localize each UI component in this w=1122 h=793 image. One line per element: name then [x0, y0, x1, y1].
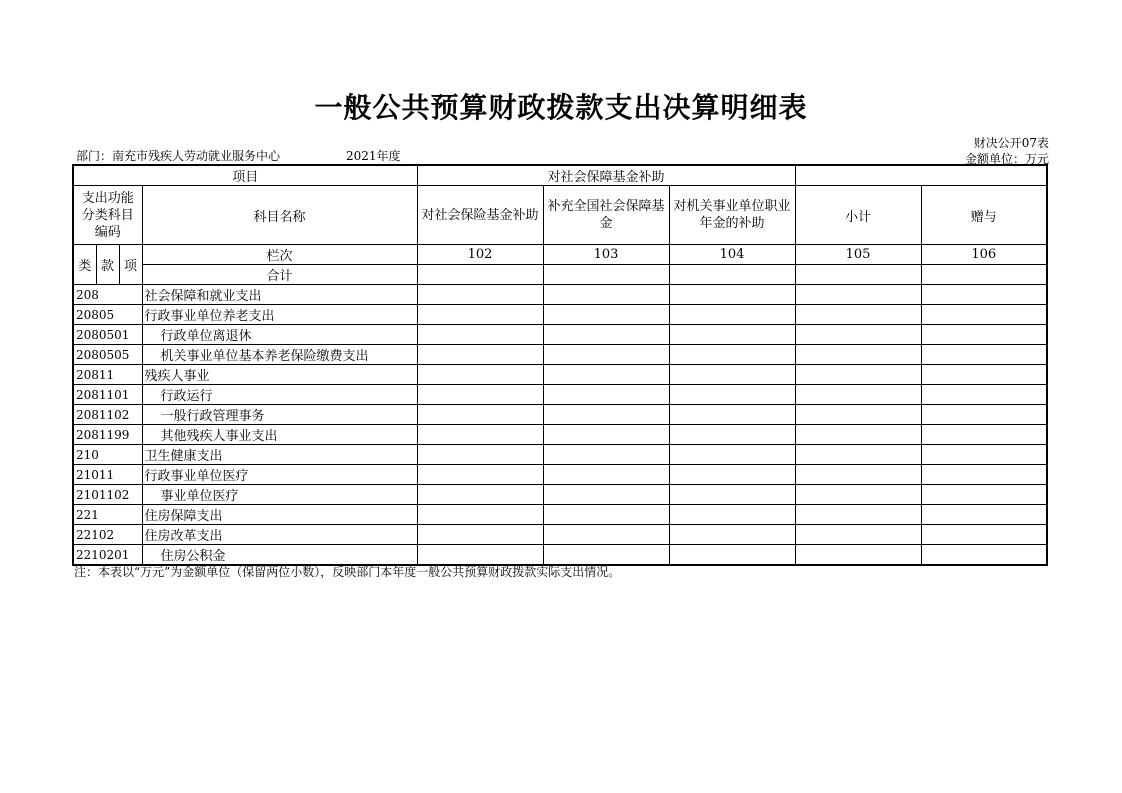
- row-value-cell: [417, 345, 543, 365]
- expenditure-table: [72, 164, 1048, 566]
- page-title: 一般公共预算财政拨款支出决算明细表: [314, 91, 808, 124]
- row-code: 2210201: [73, 545, 142, 566]
- row-value-cell: [417, 485, 543, 505]
- row-code: 221: [73, 505, 142, 525]
- row-value-cell: [543, 545, 669, 566]
- row-value-cell: [417, 445, 543, 465]
- row-value-cell: [669, 425, 795, 445]
- row-value-cell: [795, 465, 921, 485]
- row-subject-name: 残疾人事业: [142, 365, 417, 385]
- row-subject-name: 行政事业单位医疗: [142, 465, 417, 485]
- row-value-cell: [795, 365, 921, 385]
- row-subject-name: 卫生健康支出: [142, 445, 417, 465]
- row-value-cell: [543, 445, 669, 465]
- row-value-cell: [921, 385, 1047, 405]
- row-value-cell: [795, 345, 921, 365]
- row-code: 21011: [73, 465, 142, 485]
- row-value-cell: [669, 545, 795, 566]
- row-value-cell: [669, 405, 795, 425]
- row-value-cell: [669, 305, 795, 325]
- row-value-cell: [669, 505, 795, 525]
- row-value-cell: [543, 505, 669, 525]
- col-num-105: 105: [795, 245, 921, 265]
- row-subject-name: 行政单位离退休: [142, 325, 417, 345]
- row-subject-name: 住房改革支出: [142, 525, 417, 545]
- row-value-cell: [543, 345, 669, 365]
- row-value-cell: [669, 285, 795, 305]
- table-row: [73, 545, 1047, 566]
- col-num-103: 103: [543, 245, 669, 265]
- col-num-104: 104: [669, 245, 795, 265]
- row-code: 2081102: [73, 405, 142, 425]
- row-value-cell: [417, 405, 543, 425]
- header-subject-name: 科目名称: [142, 186, 417, 245]
- row-code: 2101102: [73, 485, 142, 505]
- row-value-cell: [921, 445, 1047, 465]
- row-value-cell: [921, 305, 1047, 325]
- row-value-cell: [417, 545, 543, 566]
- row-value-cell: [921, 285, 1047, 305]
- row-value-cell: [543, 385, 669, 405]
- row-value-cell: [795, 425, 921, 445]
- total-label: 合计: [142, 265, 417, 285]
- row-value-cell: [921, 545, 1047, 566]
- header-lei: 类: [73, 245, 96, 285]
- row-value-cell: [417, 525, 543, 545]
- table-row: [73, 305, 1047, 325]
- row-value-cell: [669, 365, 795, 385]
- row-value-cell: [669, 485, 795, 505]
- row-value-cell: [669, 325, 795, 345]
- row-value-cell: [543, 325, 669, 345]
- row-value-cell: [417, 425, 543, 445]
- table-row: [73, 525, 1047, 545]
- table-row: [73, 425, 1047, 445]
- form-id: 财决公开07表: [973, 136, 1049, 150]
- row-value-cell: [669, 385, 795, 405]
- row-code: 2081199: [73, 425, 142, 445]
- row-value-cell: [669, 445, 795, 465]
- row-value-cell: [417, 305, 543, 325]
- row-value-cell: [795, 445, 921, 465]
- row-value-cell: [795, 545, 921, 566]
- row-subject-name: 一般行政管理事务: [142, 405, 417, 425]
- row-value-cell: [417, 325, 543, 345]
- col-num-106: 106: [921, 245, 1047, 265]
- row-value-cell: [669, 345, 795, 365]
- row-value-cell: [795, 385, 921, 405]
- row-value-cell: [543, 525, 669, 545]
- row-value-cell: [921, 525, 1047, 545]
- header-col-104: 对机关事业单位职业年金的补助: [669, 186, 795, 245]
- row-value-cell: [795, 485, 921, 505]
- row-value-cell: [921, 345, 1047, 365]
- table-row: [73, 365, 1047, 385]
- row-value-cell: [417, 285, 543, 305]
- row-value-cell: [795, 525, 921, 545]
- header-col-105: 小计: [795, 186, 921, 245]
- row-code: 2080505: [73, 345, 142, 365]
- row-value-cell: [543, 365, 669, 385]
- row-value-cell: [795, 505, 921, 525]
- row-value-cell: [921, 425, 1047, 445]
- header-item: 项目: [73, 165, 417, 186]
- row-value-cell: [921, 485, 1047, 505]
- row-value-cell: [669, 465, 795, 485]
- row-subject-name: 其他残疾人事业支出: [142, 425, 417, 445]
- table-row: [73, 345, 1047, 365]
- row-code: 2080501: [73, 325, 142, 345]
- row-value-cell: [417, 465, 543, 485]
- header-col-102: 对社会保险基金补助: [417, 186, 543, 245]
- header-func-code: 支出功能分类科目编码: [73, 186, 142, 245]
- row-value-cell: [795, 305, 921, 325]
- table-row: [73, 325, 1047, 345]
- row-value-cell: [417, 505, 543, 525]
- table-row: [73, 505, 1047, 525]
- row-value-cell: [795, 405, 921, 425]
- row-value-cell: [417, 385, 543, 405]
- header-kuan: 款: [96, 245, 119, 285]
- row-value-cell: [921, 405, 1047, 425]
- row-value-cell: [543, 405, 669, 425]
- table-row: [73, 285, 1047, 305]
- row-code: 22102: [73, 525, 142, 545]
- department-label: 部门：南充市残疾人劳动就业服务中心: [76, 149, 281, 163]
- header-xiang: 项: [119, 245, 142, 285]
- row-value-cell: [669, 525, 795, 545]
- row-subject-name: 住房公积金: [142, 545, 417, 566]
- row-value-cell: [921, 505, 1047, 525]
- header-col-103: 补充全国社会保障基金: [543, 186, 669, 245]
- row-value-cell: [921, 325, 1047, 345]
- row-value-cell: [417, 365, 543, 385]
- row-value-cell: [543, 465, 669, 485]
- header-col-106: 赠与: [921, 186, 1047, 245]
- row-value-cell: [543, 425, 669, 445]
- table-row: [73, 385, 1047, 405]
- row-subject-name: 行政事业单位养老支出: [142, 305, 417, 325]
- table-row: [73, 445, 1047, 465]
- row-value-cell: [795, 325, 921, 345]
- row-code: 208: [73, 285, 142, 305]
- row-subject-name: 事业单位医疗: [142, 485, 417, 505]
- table-row: [73, 405, 1047, 425]
- row-value-cell: [795, 285, 921, 305]
- header-blank: [795, 165, 1047, 186]
- row-code: 20805: [73, 305, 142, 325]
- table-row: [73, 485, 1047, 505]
- row-value-cell: [543, 305, 669, 325]
- row-subject-name: 住房保障支出: [142, 505, 417, 525]
- unit-label: 金额单位：万元: [964, 152, 1049, 166]
- footnote: 注：本表以“万元”为金额单位（保留两位小数），反映部门本年度一般公共预算财政拨款实际支出情况。: [74, 565, 621, 579]
- header-lanci: 栏次: [142, 245, 417, 265]
- row-code: 20811: [73, 365, 142, 385]
- row-code: 210: [73, 445, 142, 465]
- row-value-cell: [921, 365, 1047, 385]
- row-value-cell: [543, 285, 669, 305]
- row-subject-name: 社会保障和就业支出: [142, 285, 417, 305]
- row-value-cell: [921, 465, 1047, 485]
- table-row: [73, 465, 1047, 485]
- row-value-cell: [543, 485, 669, 505]
- year-label: 2021年度: [346, 149, 401, 163]
- row-code: 2081101: [73, 385, 142, 405]
- row-subject-name: 行政运行: [142, 385, 417, 405]
- row-subject-name: 机关事业单位基本养老保险缴费支出: [142, 345, 417, 365]
- col-num-102: 102: [417, 245, 543, 265]
- header-group: 对社会保障基金补助: [417, 165, 795, 186]
